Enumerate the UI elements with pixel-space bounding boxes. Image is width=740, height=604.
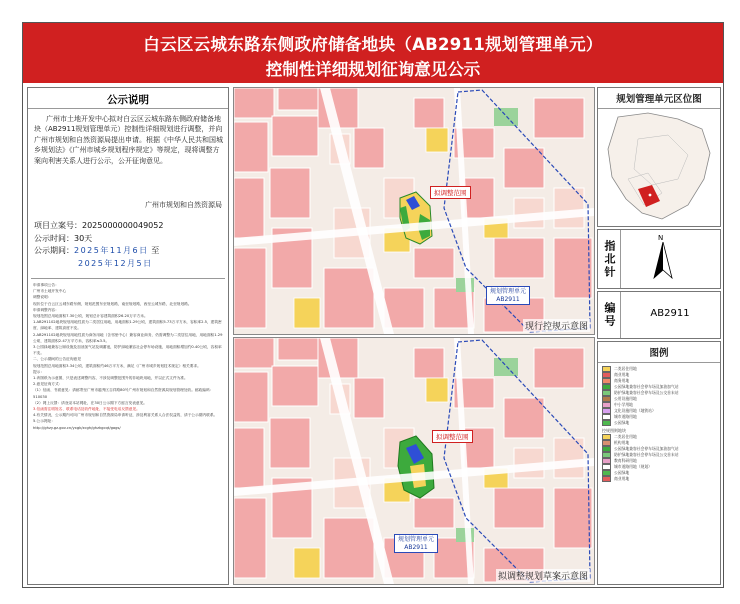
notice-signature: 广州市规划和自然资源局	[145, 201, 222, 209]
period-value: 30天	[74, 233, 93, 243]
detail-line: 1.该图纸为示意图，只是表述调整内容，不涉及调整范围外的非地块用地，并以正式文件为准。	[33, 376, 188, 381]
draft-plan-map	[233, 337, 595, 585]
legend-label: 公园绿地兼容社会停车场及加油加气站	[614, 384, 679, 389]
notice-board	[22, 22, 724, 588]
unit-label-line1: 规划管理单元	[490, 288, 527, 295]
legend-label: 公园绿地	[614, 470, 630, 475]
page-subtitle: 控制性详细规划征询意见公示	[265, 60, 481, 79]
detail-text	[33, 282, 224, 431]
adjust-range-label: 拟调整范围	[432, 430, 473, 443]
current-plan-graphic	[234, 88, 594, 334]
legend-label: 文化设施用地（地铁站）	[614, 408, 656, 413]
title-banner	[23, 23, 723, 83]
legend-label: 公园绿地	[614, 420, 630, 425]
legend-label: 教育科研用地	[614, 458, 637, 463]
unit-label-line2: AB2911	[404, 543, 428, 551]
legend-item	[598, 420, 720, 426]
legend-label: 公园绿地兼容社会停车场及加油加气站	[614, 446, 679, 451]
detail-line: （2）网上反馈：请登录本站网址，在30日公示期下方留言发表意见。	[33, 400, 147, 405]
detail-line: 提示：	[33, 369, 45, 374]
location-map-graphic	[598, 109, 718, 227]
legend-label: 二类居住用地	[614, 366, 637, 371]
unit-label	[394, 534, 438, 553]
legend-list	[598, 366, 720, 426]
detail-line: 3.信函需注明姓名、联系电话及收件地址，不接受电话反馈意见。	[33, 407, 140, 412]
unit-label	[486, 286, 530, 305]
detail-line: 规划范围总用地面积3.34公顷，建筑面积约46万平方米，满足《广州市城乡规划技术规定》相关要求。	[33, 363, 201, 368]
compass-label: 指北针	[598, 230, 621, 288]
detail-line: 4.有关情况，公示期内可向广州市规划和自然资源局申请听证，涉及利害关系人合法权益的，请于公示期内联系。	[33, 413, 218, 418]
legend-item	[598, 476, 720, 482]
page-title: 白云区云城东路东侧政府储备地块（AB2911规划管理单元）	[143, 35, 603, 54]
date-to: 至	[151, 246, 160, 255]
legend-label: 二类居住用地	[614, 434, 637, 439]
divider	[31, 278, 225, 279]
detail-line: 1.AB291102地块规划用地性质为二类居住用地，用地面积1.29公顷，建筑面积5.73万平方米，容积率2.5，建筑密度、绿地率、建筑高度不变。	[33, 320, 222, 331]
detail-line: 申请调整内容：	[33, 307, 59, 312]
legend-label: 商务用地	[614, 378, 630, 383]
detail-line: 规划范围总用地面积7.30公顷，规划总计容建筑面积26.20万平方米。	[33, 314, 148, 319]
legend-label: 城市道路用地	[614, 414, 637, 419]
legend-label: 中小学用地	[614, 402, 633, 407]
period-label: 公示时间：	[34, 233, 74, 243]
detail-line: 调整说明：	[33, 295, 52, 300]
date-start: 2025年11月6日	[74, 246, 149, 255]
legend-label: 防护绿地兼容社会停车场及公交首末站	[614, 390, 679, 395]
code-label: 编号	[598, 292, 621, 338]
notice-panel	[27, 87, 229, 585]
legend-label: 商业用地	[614, 372, 630, 377]
detail-line: 3.公园绿地兼容公厕设施及加油加气站及调蓄池，防护绿地兼容社会停车场设施，用地面积增加约0.40公顷，容积率不变。	[33, 345, 222, 356]
adjust-range-label: 拟调整范围	[430, 186, 471, 199]
detail-line: （1）信函、书面意见：请邮寄至广州市越秀区吉祥路80号广州市规划和自然资源局规划管理处收。邮政编码：510030	[33, 388, 214, 399]
detail-line: 5.公示网址：	[33, 419, 55, 424]
side-panel	[597, 87, 719, 583]
code-panel	[597, 291, 721, 339]
location-panel	[597, 87, 721, 227]
project-info	[34, 220, 163, 270]
date-end: 2025年12月5日	[78, 258, 153, 268]
compass-n: N	[658, 234, 664, 242]
project-no-label: 项目立案号：	[34, 221, 82, 230]
legend-label: 公用设施用地	[614, 396, 637, 401]
location-title: 规划管理单元区位图	[598, 88, 720, 109]
compass-panel	[597, 229, 721, 289]
legend-swatch	[602, 420, 611, 426]
detail-line: 现状位于白云区云城东路东侧，规划范围东至规划路，南至规划路，西至云城东路，北至规划路。	[33, 301, 192, 306]
legend-list-2	[598, 434, 720, 482]
legend-label: 城市道路用地（规划）	[614, 464, 652, 469]
detail-line: 申请事项公告：	[33, 283, 59, 287]
unit-label-line2: AB2911	[496, 295, 520, 303]
detail-line: 二、公示期间的公告征询意见	[33, 357, 81, 362]
legend-panel	[597, 341, 721, 585]
dates-label: 公示期间：	[34, 246, 74, 255]
legend-label: 商业用地	[614, 476, 630, 481]
legend-label: 机构用地	[614, 440, 630, 445]
north-arrow-icon	[648, 242, 678, 282]
legend-subhead: 控规图则地块	[602, 428, 626, 433]
project-no: 2025000000049052	[82, 221, 164, 230]
current-plan-map	[233, 87, 595, 335]
legend-swatch	[602, 476, 611, 482]
detail-line: 2.AB291102地块规划用地性质为商务用地（含邻里中心）兼容商业商务，仍需调整为二类居住用地，用地面积1.29公顷，建筑面积2.47万平方米，容积率≤3.5。	[33, 332, 223, 343]
legend-title: 图例	[598, 342, 720, 363]
code-value: AB2911	[650, 308, 690, 319]
current-map-caption: 现行控规示意图	[523, 319, 590, 332]
detail-line: 广州市土地开发中心	[33, 289, 67, 294]
unit-label-line1: 规划管理单元	[398, 536, 435, 543]
detail-line: http://ghzy.gz.gov.cn/yxgk/zcgh/ghzkgcqt/gags/	[33, 425, 121, 430]
notice-heading: 公示说明	[28, 92, 228, 109]
detail-line: 2.意见征询方式：	[33, 382, 63, 387]
notice-text: 广州市土地开发中心拟对白云区云城东路东侧政府储备地块（AB2911规划管理单元）控制性详细规划进行调整，并向广州市规划和自然资源局提出申请。根据《中华人民共和国城乡规划法》《广州市城乡规划程序规定》等规定，现将调整方案向利害关系人进行公示，公开征询意见。	[34, 115, 223, 165]
draft-map-caption: 拟调整规划草案示意图	[496, 569, 590, 582]
legend-label: 防护绿地兼容社会停车场及公交首末站	[614, 452, 679, 457]
